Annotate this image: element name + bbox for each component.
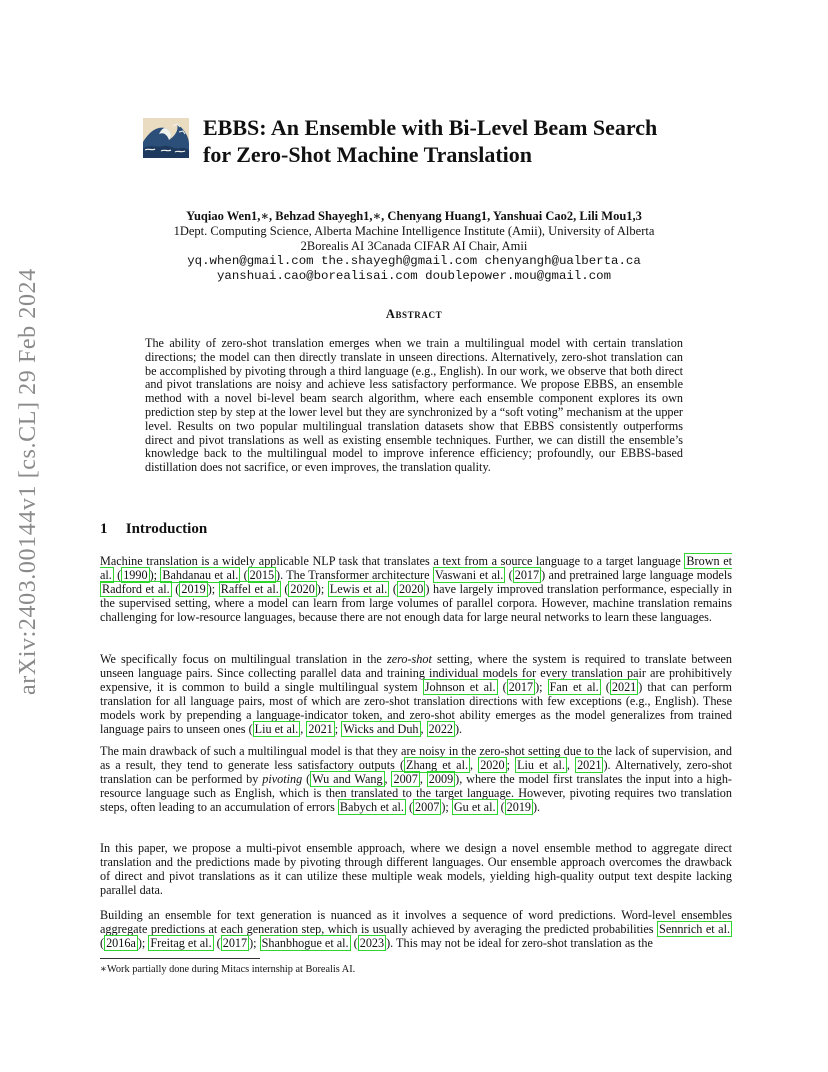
section-heading — [100, 521, 207, 538]
citation-link[interactable]: 2007 — [415, 799, 440, 814]
paragraph-text: , — [419, 771, 427, 786]
paragraph-text: , — [300, 721, 307, 736]
citation-link[interactable]: 2007 — [393, 771, 418, 786]
paragraph-text: ( — [497, 679, 507, 694]
citation-link[interactable]: 2021 — [577, 757, 602, 772]
paragraph-text: ). This may not be ideal for zero-shot translation as the — [386, 935, 653, 950]
paragraph-text: , — [384, 771, 392, 786]
paragraph-text: , — [420, 721, 427, 736]
paragraph-text: ); — [149, 567, 161, 582]
paragraph-text: ) have largely improved translation performance, especially in the supervised setting, where a model can learn from large volumes of parallel corpora. However, machine translation remains challenging for low-resource languages, because there are not enough data for large neural networks to learn these languages. — [100, 581, 733, 624]
email-line-2: yanshuai.cao@borealisai.com doublepower.mou@gmail.com — [216, 269, 612, 283]
paragraph-text: ); — [249, 935, 260, 950]
abstract-text: The ability of zero-shot translation emerges when we train a multilingual model with certain translation directions; the model can then directly translate in unseen directions. Alternatively, zero-shot translation can be accomplished by pivoting through a third language (e.g., English). In our work, we observe that both direct and pivot translations are noisy and achieve less satisfactory performance. We propose EBBS, an ensemble method with a novel bi-level beam search algorithm, where each ensemble component explores its own prediction step by step at the lower level but they are synchronized by a “soft voting” mechanism at the upper level. Results on two popular multilingual translation datasets show that EBBS consistently outperforms direct and pivot translations as well as existing ensemble techniques. Further, we can distill the ensemble’s knowledge back to the multilingual model to improve inference efficiency; profoundly, our EBBS-based distillation does not sacrifice, or even improves, the translation quality. — [145, 336, 683, 475]
paragraph-text: setting, where the system is required to translate between unseen language pairs. Since collecting parallel data and training individual models for every translation pair are prohibitively expensive, it is common to build a single multilingual system — [100, 652, 732, 694]
emphasized-term: pivoting — [262, 771, 303, 786]
intro-paragraph-2 — [100, 653, 732, 736]
paragraph-text: ), where the model first translates the input into a high-resource language such as English, which is then translated to the target language. However, pivoting requires two translation steps, often leading to an accumulation of errors — [100, 771, 732, 814]
citation-link[interactable]: Shanbhogue et al. — [261, 935, 349, 950]
paragraph-text: ( — [389, 581, 397, 596]
intro-paragraph-4: In this paper, we propose a multi-pivot ensemble approach, where we design a novel ensemble method to aggregate direct translation and the predictions made by pivoting through different languages. Our ensemble approach overcomes the drawback of direct and pivot translations as it can utilize these multiple weak models, yielding high-quality output text despite lacking parallel data. — [100, 841, 732, 897]
citation-link[interactable]: Radford et al. — [102, 581, 170, 596]
citation-link[interactable]: 2021 — [611, 679, 637, 694]
intro-paragraph-5 — [100, 909, 732, 951]
citation-link[interactable]: Johnson et al. — [424, 679, 496, 694]
citation-link[interactable]: 2020 — [399, 581, 424, 596]
citation-link[interactable]: 2021 — [308, 721, 333, 736]
paragraph-text: , — [470, 757, 479, 772]
paragraph-text: ). Alternatively, zero-shot translation can be performed by — [100, 757, 733, 786]
title-line-1: EBBS: An Ensemble with Bi-Level Beam Search — [203, 115, 658, 140]
citation-link[interactable]: Babych et al. — [339, 799, 404, 814]
citation-link[interactable]: Freitag et al. — [150, 935, 212, 950]
paragraph-text: ( — [302, 771, 311, 786]
email-line-1: yq.when@gmail.com the.shayegh@gmail.com chenyangh@ualberta.ca — [187, 254, 641, 268]
paragraph-text: ( — [171, 581, 180, 596]
citation-link[interactable]: Liu et al. — [254, 721, 299, 736]
paragraph-text: ). The Transformer architecture — [276, 567, 433, 582]
paragraph-text: We specifically focus on multilingual translation in the — [100, 652, 387, 666]
emphasized-term: zero-shot — [386, 652, 432, 666]
paragraph-text: ( — [350, 935, 358, 950]
arxiv-side-stamp: arXiv:2403.00144v1 [cs.CL] 29 Feb 2024 — [15, 268, 41, 695]
paragraph-text: ; — [334, 721, 342, 736]
citation-link[interactable]: Zhang et al. — [406, 757, 469, 772]
paragraph-text: ( — [600, 679, 610, 694]
paper-title — [203, 114, 763, 168]
title-line-2: for Zero-Shot Machine Translation — [203, 142, 532, 167]
citation-link[interactable]: Fan et al. — [549, 679, 599, 694]
author-block — [100, 209, 728, 284]
citation-link[interactable]: Brown et al. — [100, 554, 732, 582]
citation-link[interactable]: 2016a — [106, 935, 136, 950]
paragraph-text: ( — [113, 567, 122, 582]
citation-link[interactable]: 2009 — [428, 771, 454, 786]
author-names: Yuqiao Wen1,∗, Behzad Shayegh1,∗, Chenyang Huang1, Yanshuai Cao2, Lili Mou1,3 — [186, 209, 642, 223]
paragraph-text: ( — [405, 799, 413, 814]
citation-link[interactable]: Wicks and Duh — [343, 721, 419, 736]
paragraph-text: ( — [240, 567, 248, 582]
citation-link[interactable]: Gu et al. — [453, 799, 496, 814]
paragraph-text: ( — [497, 799, 505, 814]
citation-link[interactable]: Sennrich et al. — [659, 921, 731, 936]
citation-link[interactable]: 2020 — [480, 757, 505, 772]
abstract-heading: Abstract — [385, 307, 443, 321]
citation-link[interactable]: 2017 — [508, 679, 534, 694]
paragraph-text: ). — [455, 721, 463, 736]
citation-link[interactable]: Liu et al. — [517, 757, 565, 772]
paragraph-text: ). — [533, 799, 541, 814]
footnote: ∗Work partially done during Mitacs internship at Borealis AI. — [100, 964, 356, 975]
citation-link[interactable]: 2017 — [222, 935, 248, 950]
paragraph-text: Machine translation is a widely applicable NLP task that translates a text from a source language to a target language — [100, 554, 685, 568]
paragraph-text: ; — [506, 757, 516, 772]
paragraph-text: ); — [207, 581, 219, 596]
citation-link[interactable]: Wu and Wang — [312, 771, 383, 786]
paragraph-text: ); — [441, 799, 452, 814]
section-title: Introduction — [125, 521, 208, 537]
paragraph-text: The main drawback of such a multilingual model is that they are noisy in the zero-shot setting due to the lack of supervision, and as a result, they tend to generate less satisfactory outputs ( — [100, 744, 732, 772]
footnote-rule — [100, 958, 260, 959]
citation-link[interactable]: Vaswani et al. — [434, 567, 504, 582]
intro-paragraph-3 — [100, 745, 732, 815]
citation-link[interactable]: 2020 — [290, 581, 315, 596]
citation-link[interactable]: Raffel et al. — [220, 581, 279, 596]
paragraph-text: ) that can perform translation for all language pairs, most of which are zero-shot translation directions with few exceptions (e.g., English). These models work by prepending a language-indicator token, and zero-shot ability emerges as the model generalizes from trained language pairs to unseen ones ( — [100, 679, 733, 736]
great-wave-logo-icon — [143, 118, 189, 158]
affiliation-line-1: 1Dept. Computing Science, Alberta Machine Intelligence Institute (Amii), University of Alberta — [173, 224, 655, 238]
intro-paragraph-1 — [100, 555, 732, 625]
citation-link[interactable]: Bahdanau et al. — [162, 567, 239, 582]
citation-link[interactable]: 2023 — [359, 935, 385, 950]
citation-link[interactable]: 2017 — [514, 567, 540, 582]
paragraph-text: ( — [100, 935, 105, 950]
paragraph-text: ( — [213, 935, 221, 950]
citation-link[interactable]: 2019 — [506, 799, 531, 814]
paragraph-text: Building an ensemble for text generation is nuanced as it involves a sequence of word predictions. Word-level ensembles aggregate predictions at each generation step, which is usually achieved by averaging the predicted probabilities — [100, 908, 732, 936]
paragraph-text: ( — [505, 567, 513, 582]
paragraph-text: ); — [316, 581, 328, 596]
citation-link[interactable]: 1990 — [123, 567, 148, 582]
paragraph-text: ); — [535, 679, 548, 694]
section-number: 1 — [100, 521, 108, 537]
citation-link[interactable]: 2019 — [181, 581, 206, 596]
paragraph-text: ( — [280, 581, 289, 596]
citation-link[interactable]: Lewis et al. — [329, 581, 388, 596]
paragraph-text: , — [566, 757, 576, 772]
paragraph-text: ) and pretrained large language models — [541, 567, 732, 582]
paragraph-text: ); — [137, 935, 149, 950]
affiliation-line-2: 2Borealis AI 3Canada CIFAR AI Chair, Amii — [300, 239, 528, 253]
citation-link[interactable]: 2022 — [428, 721, 453, 736]
citation-link[interactable]: 2015 — [249, 567, 275, 582]
